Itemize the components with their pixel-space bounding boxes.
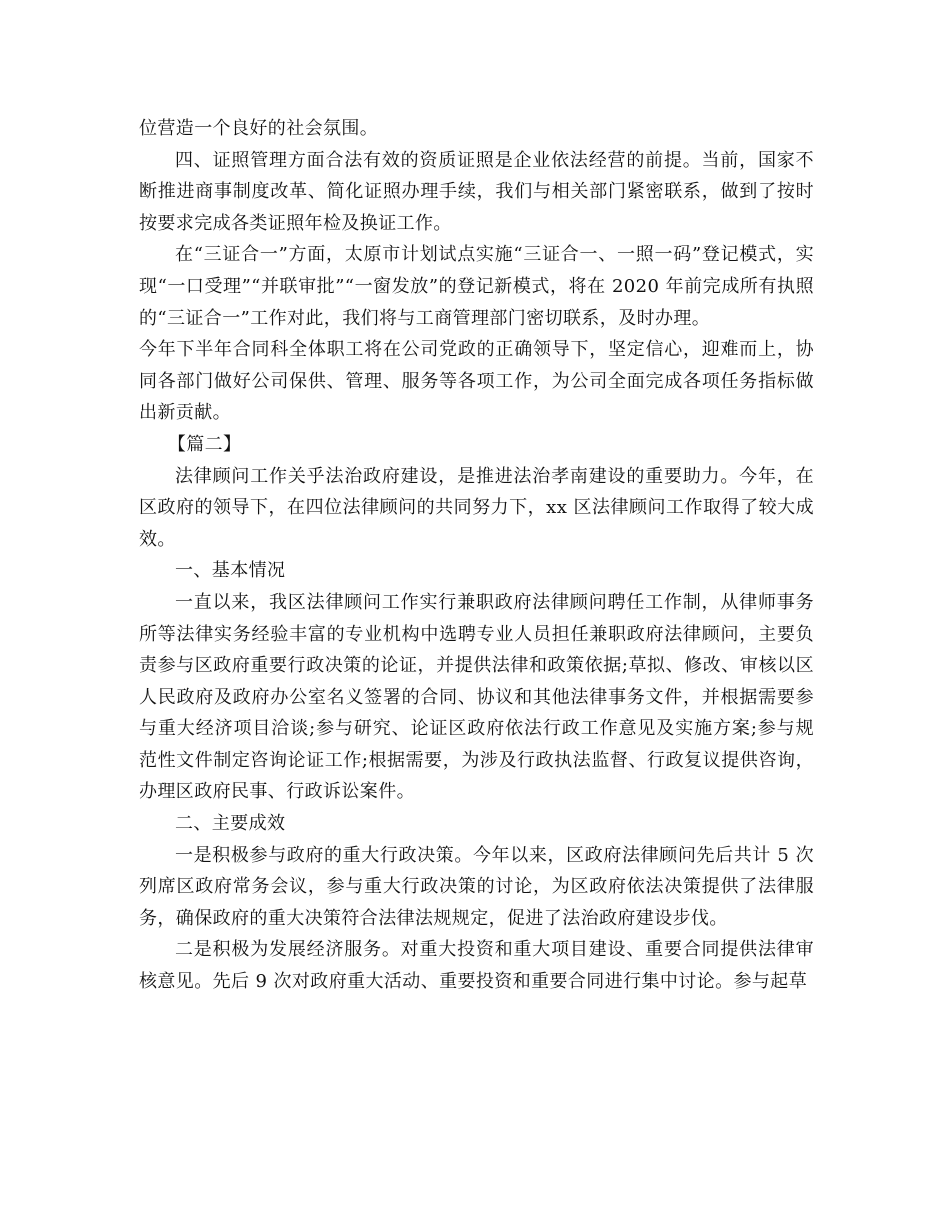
document-page <box>139 113 814 998</box>
paragraph-continuation: 位营造一个良好的社会氛围。 <box>139 118 379 139</box>
heading-basic-situation: 一、基本情况 <box>175 560 286 582</box>
paragraph-three-certificates: 在“三证合一”方面，太原市计划试点实施“三证合一、一照一码”登记模式，实现“一口受理”“并联审批”“一窗发放”的登记新模式，将在 2020 年前完成所有执照的“三证合一”工作对此，我们将与工商管理部门密切联系，及时办理。 <box>139 244 814 329</box>
paragraph-second-half-plan: 今年下半年合同科全体职工将在公司党政的正确领导下，坚定信心，迎难而上，协同各部门做好公司保供、管理、服务等各项工作，为公司全面完成各项任务指标做出新贡献。 <box>139 339 814 424</box>
paragraph-legal-advisor-intro: 法律顾问工作关乎法治政府建设，是推进法治孝南建设的重要助力。今年，在区政府的领导下，在四位法律顾问的共同努力下，xx 区法律顾问工作取得了较大成效。 <box>139 465 814 550</box>
heading-main-results: 二、主要成效 <box>175 813 286 835</box>
paragraph-result-one: 一是积极参与政府的重大行政决策。今年以来，区政府法律顾问先后共计 5 次列席区政府常务会议，参与重大行政决策的讨论，为区政府依法决策提供了法律服务，确保政府的重大决策符合法律法规规定，促进了法治政府建设步伐。 <box>139 844 814 929</box>
paragraph-basic-situation: 一直以来，我区法律顾问工作实行兼职政府法律顾问聘任工作制，从律师事务所等法律实务经验丰富的专业机构中选聘专业人员担任兼职政府法律顾问，主要负责参与区政府重要行政决策的论证，并提供法律和政策依据;草拟、修改、审核以区人民政府及政府办公室名义签署的合同、协议和其他法律事务文件，并根据需要参与重大经济项目洽谈;参与研究、论证区政府依法行政工作意见及实施方案;参与规范性文件制定咨询论证工作;根据需要，为涉及行政执法监督、行政复议提供咨询，办理区政府民事、行政诉讼案件。 <box>139 591 814 803</box>
paragraph-result-two: 二是积极为发展经济服务。对重大投资和重大项目建设、重要合同提供法律审核意见。先后 9 次对政府重大活动、重要投资和重要合同进行集中讨论。参与起草 <box>139 939 814 993</box>
paragraph-license-management: 四、证照管理方面合法有效的资质证照是企业依法经营的前提。当前，国家不断推进商事制度改革、简化证照办理手续，我们与相关部门紧密联系，做到了按时按要求完成各类证照年检及换证工作。 <box>139 149 814 234</box>
section-heading-part-two: 【篇二】 <box>167 433 242 455</box>
